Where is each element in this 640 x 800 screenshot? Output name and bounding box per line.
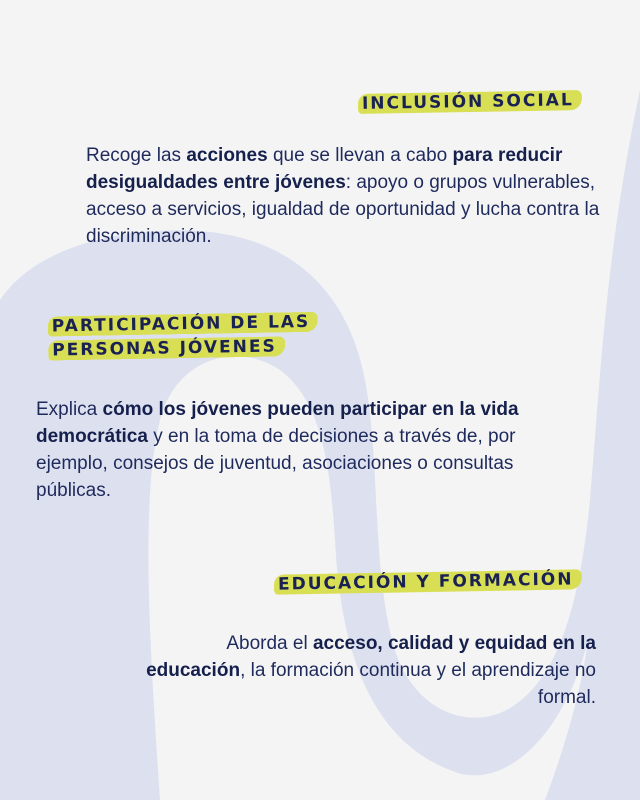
- bold-phrase: acciones: [186, 145, 268, 166]
- text-run: que se llevan a cabo: [267, 145, 453, 166]
- text-run: y en la toma de decisiones a través de, por ejemplo, consejos de juventud, asociaciones o consultas públicas.: [36, 426, 516, 501]
- educacion-heading: [268, 569, 588, 595]
- inclusion-social-heading: [352, 90, 588, 114]
- bold-phrase: para reducir desigualdades entre jóvenes: [86, 145, 563, 193]
- educacion-heading-wrap: [268, 569, 588, 595]
- bold-phrase: acceso, calidad y equidad en la educación: [146, 633, 596, 681]
- participacion-heading-wrap: [42, 312, 342, 360]
- educacion-highlight: EDUCACIÓN Y FORMACIÓN: [274, 569, 582, 594]
- text-run: Aborda el: [226, 633, 313, 654]
- inclusion-social-highlight: INCLUSIÓN SOCIAL: [358, 90, 582, 114]
- text-run: : apoyo o grupos vulnerables, acceso a servicios, igualdad de oportunidad y lucha contra la discriminación.: [86, 172, 600, 247]
- text-run: Explica: [36, 399, 103, 420]
- text-run: , la formación continua y el aprendizaje no formal.: [240, 660, 596, 708]
- bold-phrase: cómo los jóvenes pueden participar en la vida democrática: [36, 399, 519, 447]
- participacion-heading: [42, 309, 343, 362]
- educacion-text: [140, 630, 596, 711]
- inclusion-social-heading-wrap: [352, 92, 588, 112]
- inclusion-social-text: [86, 142, 606, 250]
- participacion-text: [36, 396, 576, 504]
- text-run: Recoge las: [86, 145, 187, 166]
- participacion-highlight: PARTICIPACIÓN DE LAS PERSONAS JÓVENES: [48, 312, 319, 361]
